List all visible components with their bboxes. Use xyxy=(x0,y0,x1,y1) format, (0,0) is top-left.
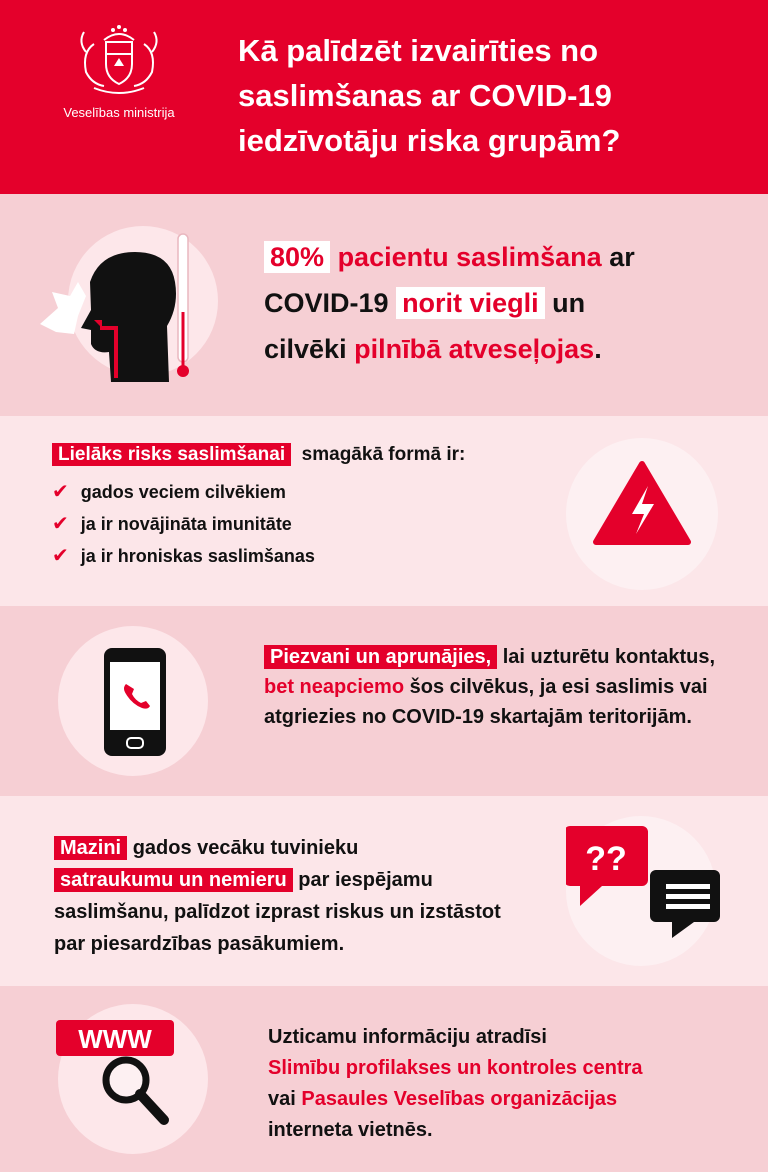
mild-cases-text: 80% pacientu saslimšana ar COVID-19 norit viegli un cilvēki pilnībā atveseļojas. xyxy=(264,242,635,364)
trusted-info-text: Uzticamu informāciju atradīsi Slimību profilakses un kontroles centra vai Pasaules Veselības organizācijas interneta vietnēs. xyxy=(268,1026,643,1141)
list-item: ✔ ja ir hroniskas saslimšanas xyxy=(52,545,315,567)
risk-list xyxy=(52,476,552,572)
logo-caption: Veselības ministrija xyxy=(63,105,175,120)
www-search-icon xyxy=(52,1016,182,1132)
section-risk-groups xyxy=(0,416,768,606)
check-icon: ✔ xyxy=(52,481,69,503)
highlight-patients: pacientu saslimšana xyxy=(337,242,602,272)
phone-call-icon xyxy=(102,646,168,758)
ministry-logo xyxy=(44,22,194,120)
highlight-recover: pilnībā atveseļojas xyxy=(354,334,595,364)
bubble-question-text: ?? xyxy=(585,840,627,878)
section-call xyxy=(0,606,768,796)
section-mild-cases xyxy=(0,194,768,416)
coat-of-arms-icon xyxy=(64,22,174,98)
highlight-reduce: Mazini xyxy=(54,836,127,860)
highlight-percent: 80% xyxy=(264,241,330,273)
thermometer-icon xyxy=(172,232,194,382)
highlight-no-visit: bet neapciemo xyxy=(264,676,405,698)
list-item: ✔ gados veciem cilvēkiem xyxy=(52,481,286,503)
section-reduce-anxiety xyxy=(0,796,768,986)
anxiety-text: Mazini gados vecāku tuvinieku satraukumu un nemieru par iespējamu saslimšanu, palīdzot izprast riskus un izstāstot par piesardzības pasākumiem. xyxy=(54,837,501,955)
list-item: ✔ ja ir novājināta imunitāte xyxy=(52,513,292,535)
warning-lightning-icon xyxy=(592,460,692,548)
page-title: Kā palīdzēt izvairīties no saslimšanas ar COVID-19 iedzīvotāju riska grupām? xyxy=(238,33,621,158)
highlight-call: Piezvani un aprunājies, xyxy=(264,645,497,669)
highlight-anxiety: satraukumu un nemieru xyxy=(54,868,293,892)
risk-text: Lielāks risks saslimšanai smagākā formā ir: ✔ gados veciem cilvēkiem ✔ ja ir novājināta imunitāte ✔ ja ir hroniskas saslimšanas xyxy=(52,440,552,572)
spkc-name: Slimību profilakses un kontroles centra xyxy=(268,1057,643,1079)
check-icon: ✔ xyxy=(52,545,69,567)
speech-bubbles-icon xyxy=(566,820,726,944)
call-text: Piezvani un aprunājies, lai uzturētu kontaktus, bet neapciemo šos cilvēkus, ja esi saslimis vai atgriezies no COVID-19 skartajām teritorijām. xyxy=(264,646,715,728)
who-name: Pasaules Veselības organizācijas xyxy=(301,1088,618,1110)
check-icon: ✔ xyxy=(52,513,69,535)
highlight-risk: Lielāks risks saslimšanai xyxy=(52,443,291,466)
section-trusted-info xyxy=(0,986,768,1172)
www-label: WWW xyxy=(78,1024,152,1054)
header xyxy=(0,0,768,194)
highlight-mild: norit viegli xyxy=(396,287,545,319)
